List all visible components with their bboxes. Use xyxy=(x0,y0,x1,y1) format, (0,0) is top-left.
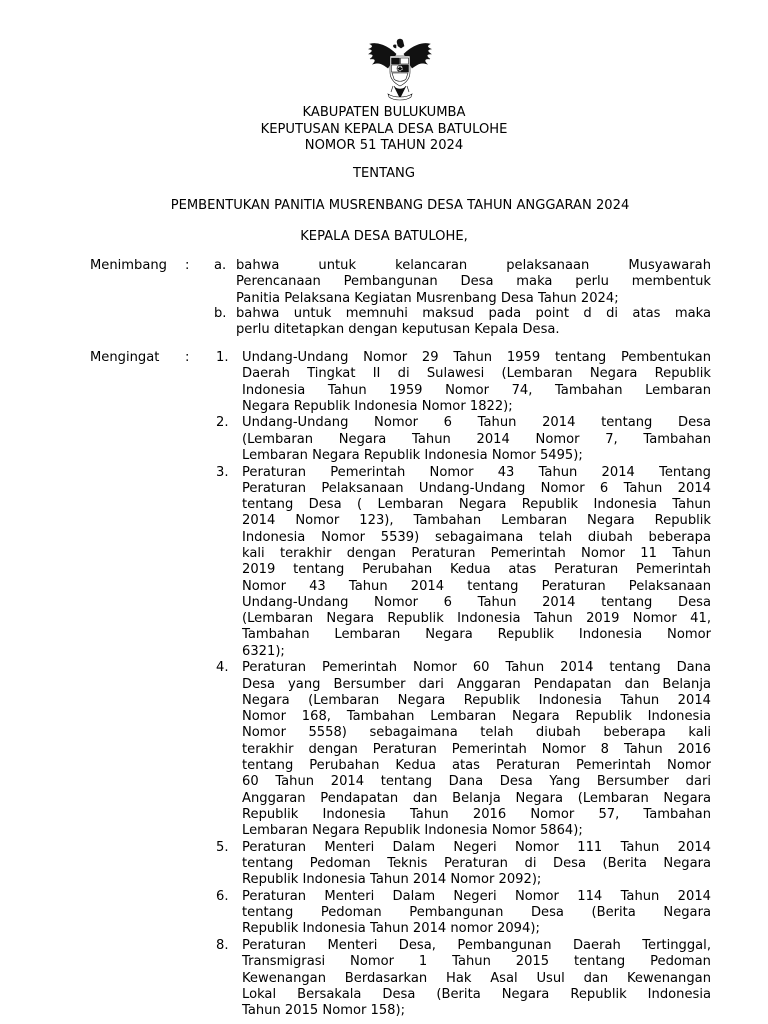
list-marker: a. xyxy=(214,258,227,273)
list-marker: 6. xyxy=(216,888,229,904)
list-line: Tahun 2015 Nomor 158); xyxy=(242,1003,406,1019)
list-marker: 8. xyxy=(216,938,229,953)
mengingat-label: Mengingat xyxy=(90,350,160,365)
list-line: Undang-Undang Nomor 6 Tahun 2014 tentang Desa xyxy=(242,594,711,610)
list-line: tentang Pedoman Teknis Peraturan di Desa (Berita Negara xyxy=(242,856,711,872)
decree-title: KEPUTUSAN KEPALA DESA BATULOHE xyxy=(260,121,508,137)
list-line: terakhir dengan Peraturan Pemerintah Nomor 8 Tahun 2016 xyxy=(242,741,711,757)
list-marker: b. xyxy=(214,306,227,321)
list-line: Panitia Pelaksana Kegiatan Musrenbang Desa Tahun 2024; xyxy=(236,290,619,306)
list-line: Anggaran Pendapatan dan Belanja Negara (Lembaran Negara xyxy=(242,790,711,806)
list-line: Lembaran Negara Republik Indonesia Nomor 5864); xyxy=(242,823,583,839)
list-line: tentang Desa ( Lembaran Negara Republik Indonesia Tahun xyxy=(242,497,711,513)
list-marker: 5. xyxy=(216,839,229,855)
list-line: Peraturan Menteri Dalam Negeri Nomor 111 Tahun 2014 xyxy=(242,839,711,855)
list-line: Nomor 168, Tambahan Lembaran Negara Republik Indonesia xyxy=(242,709,711,725)
list-line: bahwa untuk memnuhi maksud pada point d di atas maka xyxy=(236,306,711,321)
list-line: Republik Indonesia Tahun 2014 nomor 2094); xyxy=(242,921,540,937)
regency-name: KABUPATEN BULUKUMBA xyxy=(302,105,466,120)
list-line: Perencanaan Pembangunan Desa maka perlu membentuk xyxy=(236,274,711,290)
list-line: Peraturan Pemerintah Nomor 60 Tahun 2014 tentang Dana xyxy=(242,660,711,676)
tentang-heading: TENTANG xyxy=(353,166,415,181)
menimbang-label: Menimbang xyxy=(90,258,167,273)
list-line: perlu ditetapkan dengan keputusan Kepala Desa. xyxy=(236,322,560,338)
list-line: (Lembaran Negara Republik Indonesia Tahun 2019 Nomor 41, xyxy=(242,611,711,627)
menimbang-colon: : xyxy=(185,258,190,273)
list-line: Lembaran Negara Republik Indonesia Nomor 5495); xyxy=(242,447,583,463)
list-line: Indonesia Nomor 5539) sebagaimana telah diubah beberapa xyxy=(242,529,711,545)
list-marker: 2. xyxy=(216,415,229,431)
list-line: Kewenangan Berdasarkan Hak Asal Usul dan Kewenangan xyxy=(242,970,711,986)
list-line: Tambahan Lembaran Negara Republik Indonesia Nomor xyxy=(242,627,711,643)
list-line: 2019 tentang Perubahan Kedua atas Peraturan Pemerintah xyxy=(242,562,711,578)
list-line: bahwa untuk kelancaran pelaksanaan Musyawarah xyxy=(236,258,711,273)
garuda-emblem-icon xyxy=(366,36,434,106)
decree-subject: PEMBENTUKAN PANITIA MUSRENBANG DESA TAHUN ANGGARAN 2024 xyxy=(170,198,630,213)
list-line: Undang-Undang Nomor 29 Tahun 1959 tentang Pembentukan xyxy=(242,350,711,365)
list-line: Undang-Undang Nomor 6 Tahun 2014 tentang Desa xyxy=(242,415,711,431)
list-line: Transmigrasi Nomor 1 Tahun 2015 tentang Pedoman xyxy=(242,954,711,970)
list-line: Negara (Lembaran Negara Republik Indonesia Tahun 2014 xyxy=(242,692,711,708)
decree-number: NOMOR 51 TAHUN 2024 xyxy=(304,138,464,153)
list-line: 6321); xyxy=(242,643,285,659)
list-line: Nomor 5558) sebagaimana telah diubah beberapa kali xyxy=(242,725,711,741)
list-line: Desa yang Bersumber dari Anggaran Pendapatan dan Belanja xyxy=(242,676,711,692)
list-line: Nomor 43 Tahun 2014 tentang Peraturan Pelaksanaan xyxy=(242,578,711,594)
list-line: Peraturan Menteri Desa, Pembangunan Daerah Tertinggal, xyxy=(242,938,711,953)
list-line: Republik Indonesia Tahun 2016 Nomor 57, Tambahan xyxy=(242,806,711,822)
document-heading xyxy=(0,105,768,155)
list-line: tentang Pedoman Pembangunan Desa (Berita Negara xyxy=(242,905,711,921)
list-line: 60 Tahun 2014 tentang Dana Desa Yang Bersumber dari xyxy=(242,774,711,790)
list-line: Lokal Bersakala Desa (Berita Negara Republik Indonesia xyxy=(242,986,711,1002)
mengingat-colon: : xyxy=(185,350,190,365)
list-line: kali terakhir dengan Peraturan Pemerintah Nomor 11 Tahun xyxy=(242,545,711,561)
list-marker: 1. xyxy=(216,350,229,365)
list-line: Peraturan Pelaksanaan Undang-Undang Nomor 6 Tahun 2014 xyxy=(242,480,711,496)
list-line: tentang Perubahan Kedua atas Peraturan Pemerintah Nomor xyxy=(242,758,711,774)
list-line: 2014 Nomor 123), Tambahan Lembaran Negara Republik xyxy=(242,513,711,529)
list-line: Daerah Tingkat II di Sulawesi (Lembaran Negara Republik xyxy=(242,366,711,382)
list-marker: 3. xyxy=(216,464,229,480)
issuer-title: KEPALA DESA BATULOHE, xyxy=(300,229,468,244)
list-line: Peraturan Menteri Dalam Negeri Nomor 114 Tahun 2014 xyxy=(242,888,711,904)
list-line: Indonesia Tahun 1959 Nomor 74, Tambahan Lembaran xyxy=(242,382,711,398)
list-line: Negara Republik Indonesia Nomor 1822); xyxy=(242,398,513,414)
list-line: Peraturan Pemerintah Nomor 43 Tahun 2014 Tentang xyxy=(242,464,711,480)
list-line: Republik Indonesia Tahun 2014 Nomor 2092); xyxy=(242,872,542,888)
list-line: (Lembaran Negara Tahun 2014 Nomor 7, Tambahan xyxy=(242,431,711,447)
list-marker: 4. xyxy=(216,660,229,676)
